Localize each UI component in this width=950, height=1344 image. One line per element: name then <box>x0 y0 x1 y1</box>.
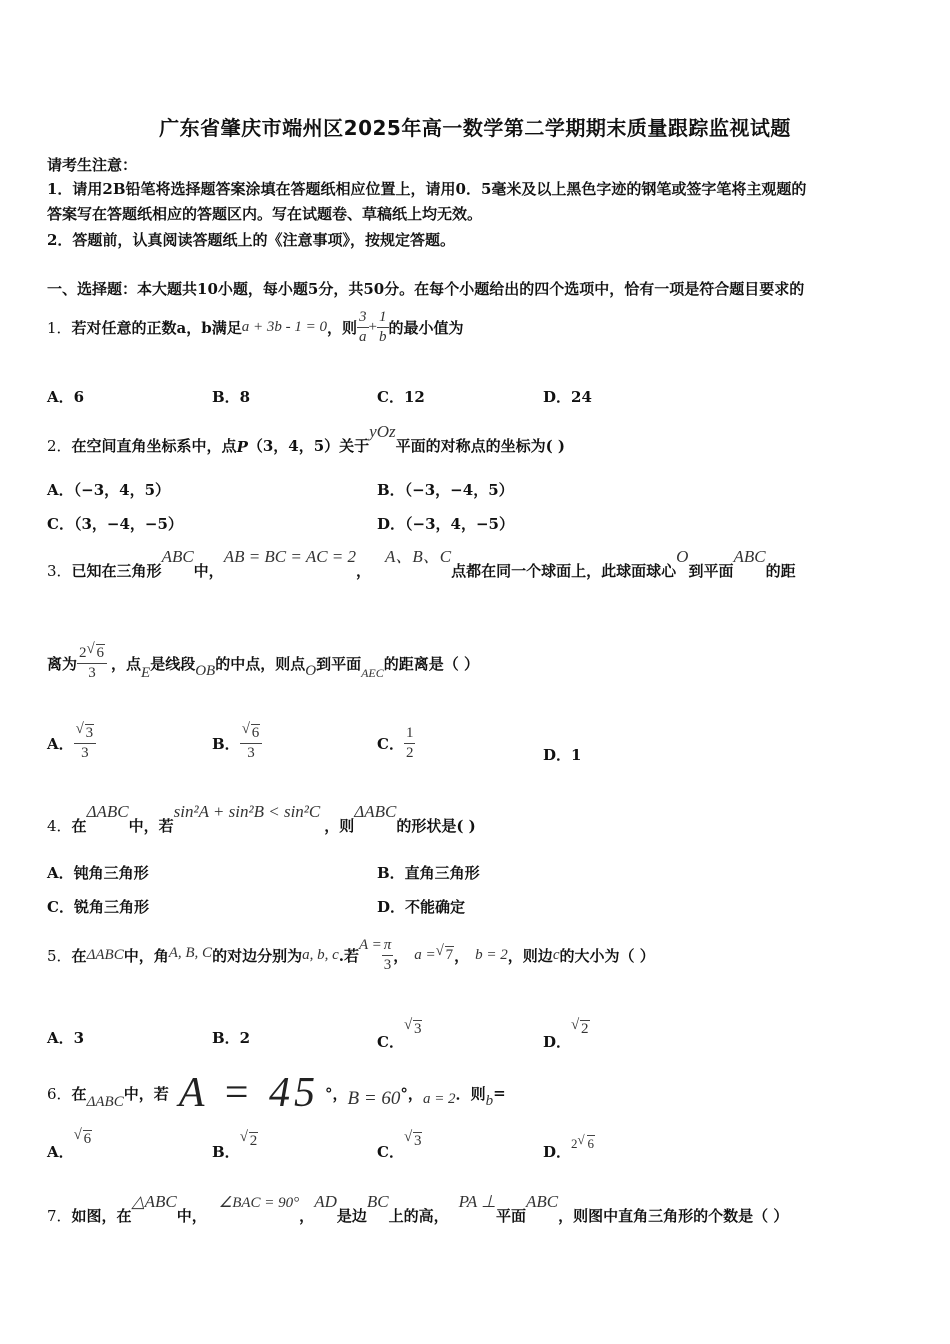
q7-triangle: △ABC <box>131 1192 177 1211</box>
question-6 <box>47 1070 506 1116</box>
q7-text-5: 上的高， <box>388 1207 449 1225</box>
q3-option-c-value <box>404 726 416 761</box>
q4-triangle: ΔABC <box>86 802 129 821</box>
q2-point-p: P <box>236 438 248 456</box>
q5-option-d-value: √ 2 <box>571 1017 589 1037</box>
q7-text-4: 是边 <box>336 1207 367 1225</box>
q2-option-d[interactable]: D．（−3，4，−5） <box>377 515 514 533</box>
q5-number: 5． <box>47 946 72 965</box>
q5-a-value: a = <box>414 946 436 963</box>
q1-fraction-2 <box>377 310 389 345</box>
q4-text-4: 的形状是( ) <box>396 817 476 835</box>
q6-option-a[interactable] <box>47 1128 92 1162</box>
q6-c-radicand: 3 <box>413 1133 422 1149</box>
q6-option-c-label: C． <box>377 1143 404 1161</box>
question-3-line-1 <box>47 545 796 581</box>
q1-option-d[interactable]: D．24 <box>543 388 592 406</box>
q2-text-2: （3，4，5）关于 <box>247 437 370 455</box>
q3-o: O <box>676 547 689 566</box>
q3-e: E <box>141 664 151 681</box>
q3-a-radicand: 3 <box>85 724 94 741</box>
q4-option-a[interactable]: A．钝角三角形 <box>47 864 149 882</box>
question-3-line-2 <box>47 636 479 690</box>
q3-dist-radicand: 6 <box>96 644 105 661</box>
q7-text-3: ， <box>299 1207 315 1225</box>
q5-a-equals: A = <box>358 936 382 953</box>
q5-three: 3 <box>383 956 392 973</box>
q6-d-radicand: 6 <box>587 1136 595 1151</box>
q1-f1-den: a <box>359 328 367 345</box>
q3-text-4: 点都在同一个球面上，此球面球心 <box>451 562 677 580</box>
q3-option-a[interactable] <box>47 718 96 768</box>
q5-text-7: ，则边 <box>507 946 553 965</box>
q5-sqrt-7: √ 7 <box>435 942 454 963</box>
q5-angles: A, B, C <box>168 944 213 961</box>
q5-text-5: ， <box>393 946 409 965</box>
notice-item-1-line-2: 答案写在答题纸相应的答题区内。写在试题卷、草稿纸上均无效。 <box>47 205 483 223</box>
q1-equation: a + 3b - 1 = 0 <box>241 318 328 335</box>
q3-b-radicand: 6 <box>251 724 260 741</box>
q1-f2-num: 1 <box>377 310 389 328</box>
q3-option-b-label: B． <box>212 734 240 753</box>
q5-option-c-value: √ 3 <box>403 1017 422 1037</box>
q7-number: 7． <box>47 1207 72 1225</box>
q3-aec: AEC <box>361 665 384 680</box>
q6-degree-2: °， <box>400 1084 423 1103</box>
q6-number: 6． <box>47 1084 72 1103</box>
notice-item-1-line-1: 1．请用2B铅笔将选择题答案涂填在答题纸相应位置上，请用0．5毫米及以上黑色字迹的钢笔或签字笔将主观题的 <box>47 180 807 198</box>
q7-ad: AD <box>314 1192 337 1211</box>
q4-option-b[interactable]: B．直角三角形 <box>377 864 480 882</box>
q6-side-a: a = 2 <box>422 1090 456 1107</box>
q1-f2-den: b <box>379 328 387 345</box>
q2-option-c[interactable]: C．（3，−4，−5） <box>47 515 183 533</box>
q3-line2-text-a: 离为 <box>47 654 78 673</box>
q3-ob: OB <box>195 662 216 679</box>
q7-text-2: 中， <box>176 1207 207 1225</box>
notice-heading: 请考生注意： <box>47 156 138 174</box>
q3-a-den: 3 <box>81 744 89 761</box>
q5-pi: π <box>382 938 394 956</box>
q6-option-c-value: √ 3 <box>403 1129 422 1149</box>
q3-dist-den: 3 <box>88 664 96 681</box>
q6-text-2: 中，若 <box>123 1084 169 1103</box>
q2-plane: yOz <box>369 422 396 441</box>
q5-text-3: 的对边分别为 <box>212 946 303 965</box>
q1-option-c[interactable]: C．12 <box>377 388 425 406</box>
q3-line2-text-e: 到平面 <box>316 654 362 673</box>
q6-angle-b: B = 60 <box>347 1088 401 1109</box>
question-5 <box>47 932 655 978</box>
q7-abc: ABC <box>525 1192 559 1211</box>
q2-text-3: 平面的对称点的坐标为( ) <box>395 437 566 455</box>
q2-number: 2． <box>47 437 72 455</box>
question-4 <box>47 800 476 836</box>
q1-text-3: 的最小值为 <box>388 318 464 337</box>
q5-triangle: ΔABC <box>86 946 124 963</box>
notice-item-2: 2．答题前，认真阅读答题纸上的《注意事项》，按规定答题。 <box>47 231 455 249</box>
q6-b-radicand: 2 <box>249 1133 258 1149</box>
q3-line2-text-d: 的中点，则点 <box>215 654 306 673</box>
q7-text-1: 如图，在 <box>71 1207 132 1225</box>
q6-triangle: ΔABC <box>86 1093 124 1110</box>
q5-d-radicand: 2 <box>581 1021 589 1037</box>
q4-triangle-2: ΔABC <box>354 802 397 821</box>
q4-text-3: ，则 <box>324 817 355 835</box>
q7-text-6: 平面 <box>495 1207 526 1225</box>
q1-plus: + <box>368 318 377 335</box>
q6-a-radicand: 6 <box>83 1131 92 1147</box>
q1-number: 1． <box>47 318 72 337</box>
q5-option-d[interactable] <box>543 1012 590 1052</box>
q2-option-b[interactable]: B．（−3，−4，5） <box>377 481 514 499</box>
q5-radicand-7: 7 <box>445 946 454 963</box>
q6-angle-a: A = 45 <box>178 1070 319 1116</box>
q2-option-a[interactable]: A．（−3，4，5） <box>47 481 171 499</box>
q3-points: A、B、C <box>385 547 452 566</box>
q5-c-radicand: 3 <box>413 1021 422 1037</box>
q3-number: 3． <box>47 562 72 580</box>
q3-option-b-value: √ 6 3 <box>240 726 263 761</box>
q5-option-a[interactable]: A．3 <box>47 1029 85 1047</box>
q3-text-2: 中， <box>193 562 224 580</box>
q5-text-1: 在 <box>71 946 87 965</box>
q6-option-d-label: D． <box>543 1143 572 1161</box>
q1-text-1: 若对任意的正数a，b满足 <box>71 318 242 337</box>
q3-option-c-label: C． <box>377 734 404 753</box>
q5-option-c[interactable] <box>377 1012 422 1052</box>
q3-equation: AB = BC = AC = 2 <box>223 547 357 566</box>
q5-text-4: .若 <box>338 946 359 965</box>
q3-line2-text-f: 的距离是（ ） <box>383 654 479 673</box>
q5-option-d-label: D． <box>543 1033 572 1051</box>
q5-text-8: 的大小为（ ） <box>559 946 655 965</box>
q3-option-b[interactable] <box>212 718 262 768</box>
q3-text-1: 已知在三角形 <box>71 562 162 580</box>
q3-b-den: 3 <box>247 744 255 761</box>
q5-c: c <box>552 946 560 963</box>
section-heading: 一、选择题：本大题共10小题，每小题5分，共50分。在每个小题给出的四个选项中，恰有一项是符合题目要求的 <box>47 280 805 298</box>
q3-abc: ABC <box>161 547 194 566</box>
q6-text-4: = <box>493 1084 506 1102</box>
q4-text-2: 中，若 <box>128 817 174 835</box>
question-2 <box>47 420 565 456</box>
q6-option-d[interactable] <box>543 1128 595 1162</box>
q6-option-b[interactable] <box>212 1128 258 1162</box>
q3-text-3: ， <box>356 562 372 580</box>
q3-text-5: 到平面 <box>688 562 734 580</box>
q3-option-c[interactable] <box>377 718 415 768</box>
q3-option-a-value: √ 3 3 <box>74 726 97 761</box>
question-7 <box>47 1190 788 1226</box>
q3-option-a-label: A． <box>47 734 74 753</box>
q7-text-7: ，则图中直角三角形的个数是（ ） <box>558 1207 789 1225</box>
q6-option-c[interactable] <box>377 1128 422 1162</box>
q3-line2-text-c: 是线段 <box>150 654 196 673</box>
q3-c-num: 1 <box>404 726 416 744</box>
q4-number: 4． <box>47 817 72 835</box>
q6-b: b <box>485 1092 494 1109</box>
q6-option-a-label: A． <box>47 1143 74 1161</box>
q7-pa: PA ⊥ <box>458 1192 496 1211</box>
q6-option-b-label: B． <box>212 1143 240 1161</box>
q1-fraction-1 <box>357 310 369 345</box>
q1-option-b[interactable]: B．8 <box>212 388 251 406</box>
page-title: 广东省肇庆市端州区2025年高一数学第二学期期末质量跟踪监视试题 <box>159 116 791 140</box>
q3-dist-coef: 2 <box>79 644 87 661</box>
q5-sides: a, b, c <box>302 946 339 963</box>
q3-distance-fraction: 2 √ 6 3 <box>77 646 107 681</box>
q1-option-a[interactable]: A．6 <box>47 388 85 406</box>
q4-text-1: 在 <box>71 817 87 835</box>
q1-f1-num: 3 <box>357 310 369 328</box>
q4-option-c[interactable]: C．锐角三角形 <box>47 898 149 916</box>
q4-inequality: sin²A + sin²B < sin²C <box>173 802 321 821</box>
q6-text-1: 在 <box>71 1084 87 1103</box>
q3-text-6: 的距 <box>765 562 796 580</box>
q3-abc-2: ABC <box>733 547 766 566</box>
q5-text-2: 中，角 <box>123 946 169 965</box>
q5-option-c-label: C． <box>377 1033 404 1051</box>
q5-option-b[interactable]: B．2 <box>212 1029 251 1047</box>
q5-b-equals: b = 2 <box>475 946 508 963</box>
question-1 <box>47 302 464 352</box>
q6-option-b-value: √ 2 <box>239 1129 258 1149</box>
q7-angle: ∠BAC = 90° <box>218 1195 300 1211</box>
q1-text-2: ，则 <box>327 318 358 337</box>
q6-d-coef: 2 <box>571 1136 578 1151</box>
q3-o-2: O <box>305 662 317 679</box>
q5-pi-fraction <box>382 938 394 973</box>
q6-option-d-value: 2 √ 6 <box>571 1132 595 1151</box>
q3-line2-text-b: ，点 <box>111 654 142 673</box>
q6-text-3: ．则 <box>455 1084 486 1103</box>
q6-degree-1: °， <box>324 1084 348 1103</box>
q4-option-d[interactable]: D．不能确定 <box>377 898 466 916</box>
q3-option-d[interactable]: D．1 <box>543 746 582 764</box>
q5-text-6: ， <box>454 946 470 965</box>
q3-c-den: 2 <box>405 744 414 761</box>
q6-option-a-value: √ 6 <box>73 1127 92 1147</box>
q7-bc: BC <box>366 1192 389 1211</box>
q2-text-1: 在空间直角坐标系中，点 <box>71 437 237 455</box>
